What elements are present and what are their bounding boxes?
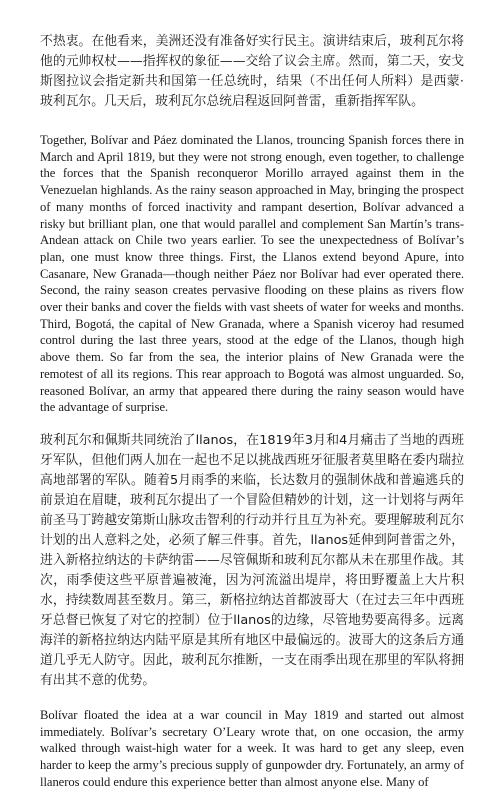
paragraph-chinese-2: 玻利瓦尔和佩斯共同统治了llanos，在1819年3月和4月痛击了当地的西班牙军队，但他们两人加在一起也不足以挑战西班牙征服者莫里略在委内瑞拉高地部署的军队。随着5月雨季的来临，长达数月的强制休战和普遍逃兵的前景迫在眉睫，玻利瓦尔提出了一个冒险但精妙的计划，这一计划将与两年前圣马丁跨越安第斯山脉攻击智利的行动并行且互为补充。要理解玻利瓦尔计划的出人意料之处，必须了解三件事。首先，llanos延伸到阿普雷之外，进入新格拉纳达的卡萨纳雷——尽管佩斯和玻利瓦尔都从未在那里作战。其次，雨季使这些平原普遍被淹，因为河流溢出堤岸，将田野覆盖上大片积水，持续数周甚至数月。第三，新格拉纳达首都波哥大（在过去三年中西班牙总督已恢复了对它的控制）位于llanos的边缘，尽管地势要高得多。远离海洋的新格拉纳达内陆平原是其所有地区中最偏远的。波哥大的这条后方通道几乎无人防守。因此，玻利瓦尔推断，一支在雨季出现在那里的军队将拥有出其不意的优势。 <box>40 432 464 688</box>
paragraph-chinese-1: 不热衷。在他看来，美洲还没有准备好实行民主。演讲结束后，玻利瓦尔将他的元帅权杖——指挥权的象征——交给了议会主席。然而，第二天，安戈斯图拉议会指定新共和国第一任总统时，结果（不出任何人所料）是西蒙·玻利瓦尔。几天后，玻利瓦尔总统启程返回阿普雷，重新指挥军队。 <box>40 34 464 109</box>
paragraph-english-2: Bolívar floated the idea at a war council in May 1819 and started out almost immediately. Bolívar’s secretary O’Leary wrote that, on one occasion, the army walked through waist-high water for a week. It was hard to get any sleep, even harder to keep the army’s precious supply of gunpowder dry. Fortunately, an army of llaneros could endure this experience better than almost anyone else. Many of <box>40 707 464 789</box>
paragraph-english-1: Together, Bolívar and Páez dominated the Llanos, trouncing Spanish forces there in March and April 1819, but they were not strong enough, even together, to challenge the forces that the Spanish reconqueror Morillo arrayed against them in the Venezuelan highlands. As the rainy season approached in May, bringing the prospect of many months of forced inactivity and rampant desertion, Bolívar advanced a risky but brilliant plan, one that would parallel and complement San Martín’s trans-Andean attack on Chile two years earlier. To see the unexpectedness of Bolívar’s plan, one must know three things. First, the Llanos extend beyond Apure, into Casanare, New Granada—though neither Páez nor Bolívar had ever operated there. Second, the rainy season creates pervasive flooding on these plains as rivers flow over their banks and cover the fields with vast sheets of water for weeks and months. Third, Bogotá, the capital of New Granada, where a Spanish viceroy had resumed control during the last three years, stood at the edge of the Llanos, though high above them. So far from the sea, the interior plains of New Granada were the remotest of all its regions. This rear approach to Bogotá was almost unguarded. So, reasoned Bolívar, an army that appeared there during the rainy season would have the advantage of surprise. <box>40 133 464 415</box>
